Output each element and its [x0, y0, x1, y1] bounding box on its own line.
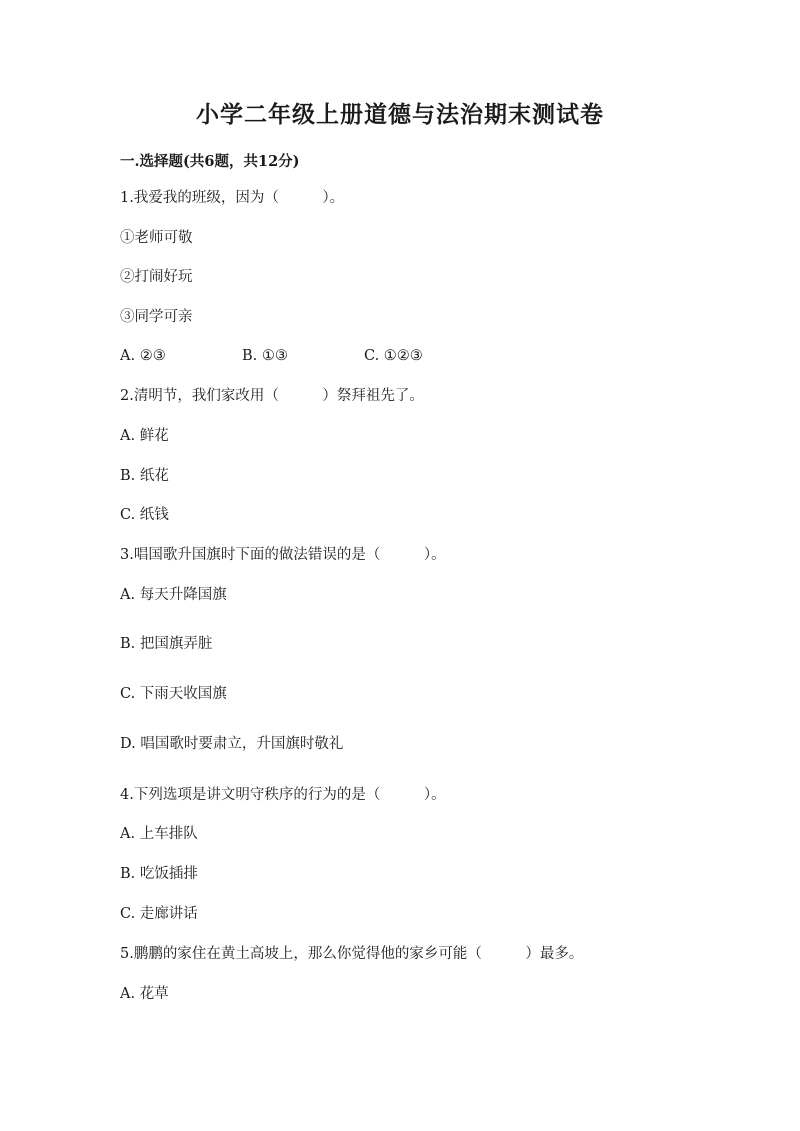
question-4-option-c: C. 走廊讲话 [120, 906, 198, 922]
question-1-item-3: ③同学可亲 [120, 309, 193, 325]
question-3-stem: 3.唱国歌升国旗时下面的做法错误的是（ ）。 [120, 547, 446, 563]
question-1-option-a: A. ②③ [120, 348, 166, 364]
question-3-option-b: B. 把国旗弄脏 [120, 636, 213, 652]
page-title: 小学二年级上册道德与法治期末测试卷 [196, 101, 604, 128]
question-2-option-b: B. 纸花 [120, 468, 169, 484]
question-5-stem: 5.鹏鹏的家住在黄土高坡上，那么你觉得他的家乡可能（ ）最多。 [120, 946, 584, 962]
question-1-option-c: C. ①②③ [364, 348, 423, 364]
question-5-option-a: A. 花草 [120, 986, 169, 1002]
question-1-stem: 1.我爱我的班级，因为（ ）。 [120, 190, 345, 206]
question-1-item-1: ①老师可敬 [120, 230, 193, 246]
question-1-option-b: B. ①③ [242, 348, 288, 364]
question-2-option-c: C. 纸钱 [120, 507, 169, 523]
question-2-stem: 2.清明节，我们家改用（ ）祭拜祖先了。 [120, 388, 424, 404]
question-3-option-a: A. 每天升降国旗 [120, 587, 227, 603]
question-3-option-d: D. 唱国歌时要肃立，升国旗时敬礼 [120, 736, 344, 752]
question-3-option-c: C. 下雨天收国旗 [120, 686, 227, 702]
section-heading: 一.选择题(共6题，共12分) [120, 153, 300, 170]
question-4-option-a: A. 上车排队 [120, 826, 198, 842]
question-1-options [120, 346, 520, 366]
question-2-option-a: A. 鲜花 [120, 428, 169, 444]
question-4-option-b: B. 吃饭插排 [120, 866, 198, 882]
question-1-item-2: ②打闹好玩 [120, 269, 193, 285]
question-4-stem: 4.下列选项是讲文明守秩序的行为的是（ ）。 [120, 787, 446, 803]
